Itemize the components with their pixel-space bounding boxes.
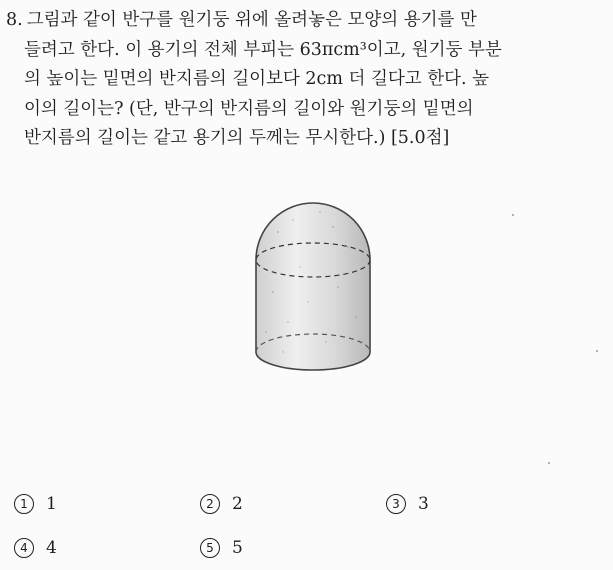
hemisphere-cylinder-figure: [238, 192, 388, 387]
question-line-3: 의 높이는 밑면의 반지름의 길이보다 2cm 더 길다고 한다. 높: [24, 69, 490, 89]
choice-4-value: 4: [46, 538, 57, 558]
choice-1-value: 1: [46, 494, 57, 514]
answer-choices: [14, 482, 604, 570]
choice-3-mark: 3: [386, 494, 406, 514]
choice-5-mark: 5: [200, 538, 220, 558]
scan-speck: [512, 214, 514, 216]
question-line-4: 이의 길이는? (단, 반구의 반지름의 길이와 원기둥의 밑면의: [24, 98, 474, 119]
question-line-1: 8. 그림과 같이 반구를 원기둥 위에 올려놓은 모양의 용기를 만: [6, 10, 477, 30]
choice-row-2: [14, 526, 604, 570]
choice-2-value: 2: [232, 494, 243, 514]
scan-speck: [548, 462, 550, 464]
choice-3-value: 3: [418, 494, 429, 514]
choice-5-value: 5: [232, 538, 243, 558]
question-line-5: 반지름의 길이는 같고 용기의 두께는 무시한다.) [5.0점]: [24, 128, 450, 148]
choice-4[interactable]: [14, 538, 200, 558]
choice-4-mark: 4: [14, 538, 34, 558]
choice-2-mark: 2: [200, 494, 220, 514]
choice-5[interactable]: [200, 538, 386, 558]
question-text: [6, 6, 606, 154]
scan-speck: [596, 350, 598, 352]
choice-1-mark: 1: [14, 494, 34, 514]
choice-1[interactable]: [14, 494, 200, 514]
question-number: 8.: [6, 10, 23, 30]
choice-2[interactable]: [200, 494, 386, 514]
choice-row-1: [14, 482, 604, 526]
choice-3[interactable]: [386, 494, 572, 514]
question-line-2: 들려고 한다. 이 용기의 전체 부피는 63πcm³이고, 원기둥 부분: [24, 39, 502, 60]
